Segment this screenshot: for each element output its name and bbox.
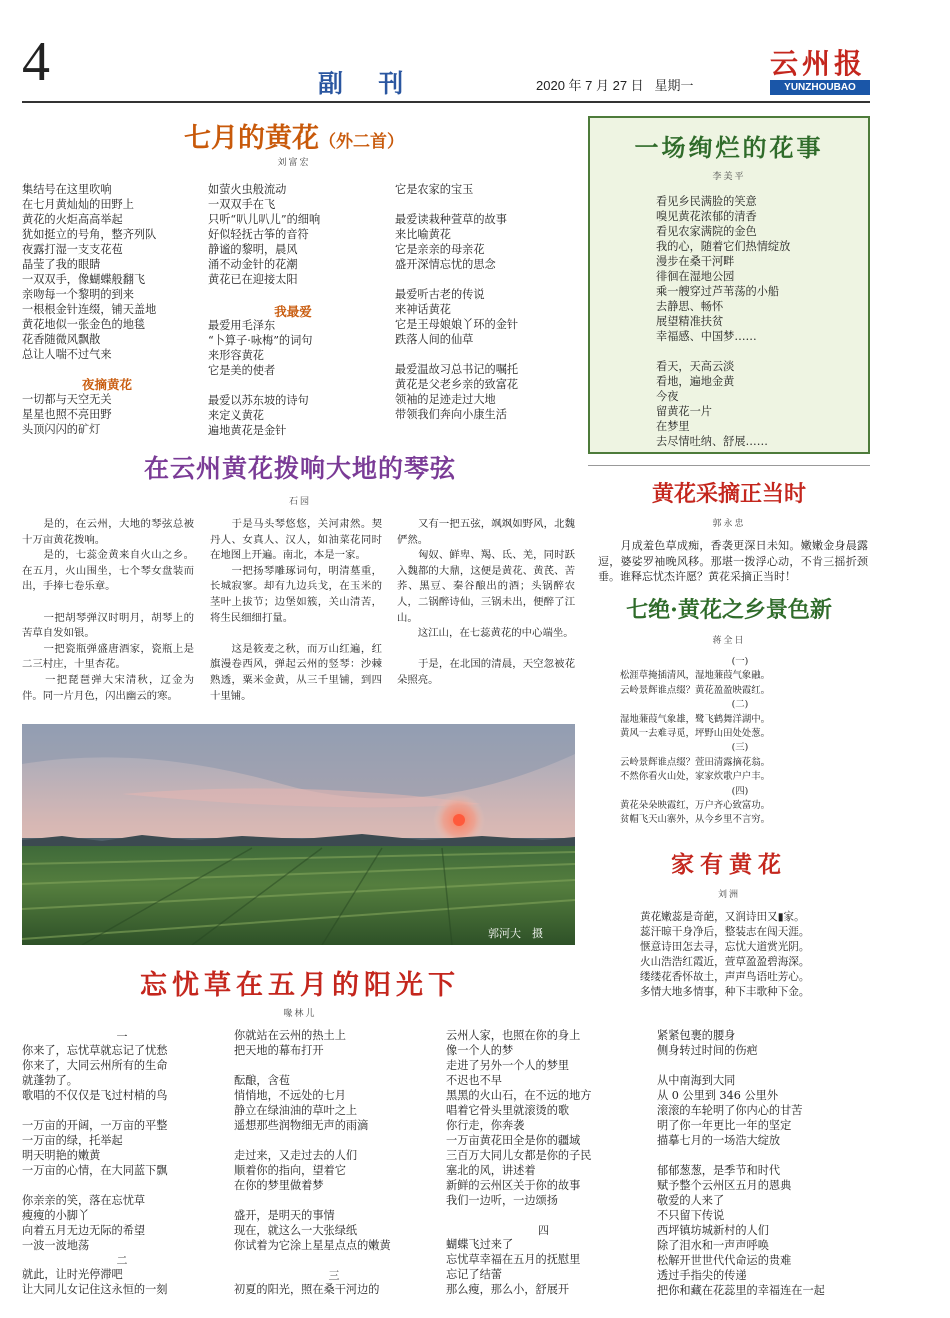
article3-col1-heading2: 二 bbox=[116, 1254, 128, 1267]
article1-col3: 它是农家的宝玉 最爱读栽种萱草的故事 来比喻黄花 它是亲亲的母亲花 盛开深情忘忧的思念 最爱听古老的传说 来神话黄花 它是王母娘娘丫环的金针 跌落人间的仙草 最爱温故习总书记的嘱托 黄花是父老乡亲的致富花 领袖的足迹走过大地 带领我们奔向小康生活 bbox=[395, 183, 519, 421]
article1-title-suffix: （外二首） bbox=[319, 132, 404, 152]
article3-col3: 云州人家，也照在你的身上 像一个人的梦 走进了另外一个人的梦里 不迟也不早 黑黑的火山石，在不远的地方 唱着它骨头里就滚烫的歌 你行走，你奔袭 一万亩黄花田全是你的疆域 三百万大同儿女都是你的子民 塞北的风，讲述着 新鲜的云州区关于你的故事 我们一边听，一边颂扬 bbox=[446, 1029, 592, 1207]
box1-title: 一场绚烂的花事 bbox=[634, 133, 824, 162]
photo-credit: 郭河大 摄 bbox=[488, 927, 543, 940]
stanza-number: (二) bbox=[731, 699, 749, 711]
article3-title: 忘忧草在五月的阳光下 bbox=[140, 970, 460, 1001]
stanza-lines: 湿地蒹葭气象雄，鹭飞鹤舞洋湖中。 黄风一去难寻觅，坪野山田处处葱。 bbox=[620, 713, 771, 740]
paper-logo: 云州报 bbox=[770, 47, 867, 80]
article1-col2: 如萤火虫般流动 一双双手在飞 只听“叭儿叭儿”的细响 好似轻抚古筝的音符 静谧的黎明，晨风 涌不动金针的花潮 黄花已在迎接太阳 bbox=[208, 183, 321, 286]
article1-title bbox=[0, 116, 588, 155]
right2-text: 月成羞色草成痴，香袭更深日未知。嫩嫩金身晨露逗，婆娑罗袖晚风移。那堪一拨浮心动，不肯三摇折颈垂。谁释忘忧杰许愿？黄花采摘正当时！ bbox=[598, 539, 868, 584]
right4-title: 家有黄花 bbox=[671, 851, 787, 878]
article3-col1-heading: 一 bbox=[116, 1030, 128, 1043]
stanza-number: (一) bbox=[731, 656, 749, 667]
right2-author: 郭永忠 bbox=[712, 519, 746, 529]
article3-col4: 紧紧包裹的腰身 侧身转过时间的伤疤 从中南海到大同 从 0 公里到 346 公里外 滚滚的车轮明了你内心的甘苦 明了你一年更比一年的坚定 描摹七月的一场浩大绽放 郁郁葱葱，是季节和时代 赋予整个云州区五月的恩典 敬爱的人来了 不只留下传说 西坪镇坊城新村的人们 除了泪水和一声声呼唤 松解开世世代代命运的贵难 透过手指尖的传递 把你和藏在花蕊里的幸福连在一起 bbox=[657, 1029, 825, 1297]
article1-col1: 集结号在这里吹响 在七月黄灿灿的田野上 黄花的火炬高高举起 犹如挺立的号角，整齐列队 夜露打湿一支支花苞 晶莹了我的眼睛 一双双手，像蝴蝶般翻飞 亲吻每一个黎明的到来 一根根金针连缀，铺天盖地 黄花地似一张金色的地毯 花香随微风飘散 总让人喘不过气来 bbox=[22, 183, 157, 361]
page-number: 4 bbox=[22, 31, 50, 93]
article3-author: 喙林儿 bbox=[283, 1009, 317, 1019]
stanza-number: (三) bbox=[731, 742, 749, 754]
article3-col2b: 初夏的阳光，照在桑干河边的 bbox=[234, 1283, 380, 1296]
article1-title-main: 七月的黄花 bbox=[184, 123, 319, 154]
box1-author: 李美平 bbox=[712, 172, 746, 182]
stanza-number: (四) bbox=[731, 785, 749, 797]
article1-author: 刘富宏 bbox=[277, 158, 311, 168]
article3-col2: 你就站在云州的热土上 把天地的幕布打开 酝酿，含苞 悄悄地，不远处的七月 静立在绿油油的草叶之上 遥想那些润物细无声的雨滴 走过来，又走过去的人们 顺着你的指向，望着它 在你的梦里做着梦 盛开，是明天的事情 现在，就这么一大张绿纸 你试着为它涂上星星点点的嫩黄 bbox=[234, 1029, 391, 1252]
field-photo bbox=[22, 724, 575, 945]
right4-author: 刘洲 bbox=[717, 890, 740, 900]
masthead-rule bbox=[22, 101, 870, 103]
stanza-lines: 黄花朵朵映霞红，万户齐心致富功。 贫帽飞天山寨外，从今乡里不言穷。 bbox=[620, 800, 771, 826]
right4-text: 黄花嫩蕊是奇葩，又润诗田又▮家。 蕊汗晾干身净后，整装志在闯天涯。 惬意诗田怎去寻，忘忧大道赏光阴。 火山浩浩红霞近，萱草盈盈碧海深。 缕缕花香怀故土，声声鸟语吐芳心。 多情大地多情事，种下丰歌种下金。 bbox=[640, 911, 810, 998]
article2-col3: 又有一把五弦，飒飒如野风，北魏俨然。 匈奴、鲜卑、羯、氐、羌，同时跃入魏都的大鼎，这便是黄花、黄芪、苦荞、黑豆、秦谷酿出的酒；头锅醉农人，二锅醉诗仙，三锅未出，便醉了江山。 这江山，在七蕊黄花的中心端坐。 于是，在北国的清晨，天空忽被花朵照亮。 bbox=[397, 518, 575, 686]
right3-author: 蒋全日 bbox=[712, 636, 746, 646]
article2-col2: 于是马头琴悠悠，关河肃然。契丹人、女真人、汉人，如油菜花同时在地图上开遍。南北，本是一家。 一把扬琴雕琢词句，明清墓重，长城寂寥。却有九边兵戈，在玉米的茎叶上拔节；边堡如簇，关山清苦，将生民细细打量。 这是筱麦之秋，而万山红遍，红旗漫卷西风，弹起云州的竖琴：沙棘熟透，粟米金黄，从三千里铺，到四十里铺。 bbox=[210, 518, 382, 702]
issue-date: 2020 年 7 月 27 日 星期一 bbox=[536, 78, 694, 93]
box1-text: 看见乡民满脸的笑意 嗅见黄花浓郁的清香 看见农家满院的金色 我的心，随着它们热情绽放 漫步在桑干河畔 徘徊在湿地公园 乘一艘穿过芦苇荡的小船 去静思、畅怀 展望精准扶贫 幸福感、中国梦…… 看天，天高云淡 看地，遍地金黄 今夜 留黄花一片 在梦里 去尽情吐纳、舒展…… bbox=[656, 195, 791, 448]
article2-title: 在云州黄花拨响大地的琴弦 bbox=[143, 454, 456, 483]
article2-author: 石园 bbox=[288, 497, 311, 507]
right3-title: 七绝·黄花之乡景色新 bbox=[626, 597, 832, 623]
article3-col3-heading: 四 bbox=[538, 1224, 549, 1237]
article3-col3b: 蝴蝶飞过来了 忘忧草幸福在五月的抚慰里 忘记了结蕾 那么瘦，那么小，舒展开 bbox=[446, 1238, 581, 1296]
right-divider bbox=[588, 465, 870, 466]
article1-col2b: 最爱用毛泽东 “卜算子·咏梅”的词句 来形容黄花 它是美的使者 最爱以苏东坡的诗句 来定义黄花 遍地黄花是金针 bbox=[208, 319, 313, 437]
article1-col1b: 一切都与天空无关 星星也照不亮田野 头顶闪闪的矿灯 bbox=[22, 393, 112, 436]
article3-col1: 你来了，忘忧草就忘记了忧愁 你来了，大同云州所有的生命 就蓬勃了。 歌唱的不仅仅是飞过村梢的鸟 一万亩的开阔，一万亩的平整 一万亩的绿，托举起 明天明艳的嫩黄 一万亩的心情，在大同蓝下飘 你亲亲的笑，落在忘忧草 瘦瘦的小脚丫 向着五月无边无际的希望 一波一波地荡 bbox=[22, 1044, 168, 1252]
article3-col1b: 就此，让时光停滞吧 让大同儿女记住这永恒的一刻 bbox=[22, 1268, 168, 1296]
stanza-lines: 松涯草掩插清风，湿地蒹葭气象融。 云岭景辉谁点缀？黄花盈盈映霞红。 bbox=[620, 670, 771, 696]
field-photo-image bbox=[22, 724, 575, 945]
right3-stanzas bbox=[620, 655, 860, 828]
article3-col2-heading: 三 bbox=[328, 1269, 340, 1282]
stanza-lines: 云岭景辉谁点缀？萱田清露摘花翁。 不然你看火山处，家家炊歌户户丰。 bbox=[620, 756, 771, 783]
article1-col2-subtitle: 我最爱 bbox=[274, 304, 312, 319]
right2-title: 黄花采摘正当时 bbox=[651, 481, 806, 507]
article2-col1: 是的，在云州，大地的琴弦总被十万亩黄花拨响。 是的，七蕊金黄来自火山之乡。在五月，火山围坐，七个琴女盘装而出，手捧七卷乐章。 一把胡琴弹汉时明月，胡琴上的苦草自发如银。 一把瓷瓶弹盛唐酒家，瓷瓶上是二三村庄，十里杏花。 一把琵琶弹大宋清秋，辽金为伴。同一片月色，闪出幽云的寒。 bbox=[22, 518, 194, 702]
article1-col1-subtitle: 夜摘黄花 bbox=[81, 377, 132, 392]
section-name: 副 刊 bbox=[318, 69, 410, 98]
paper-logo-pinyin: YUNZHOUBAO bbox=[770, 80, 870, 95]
